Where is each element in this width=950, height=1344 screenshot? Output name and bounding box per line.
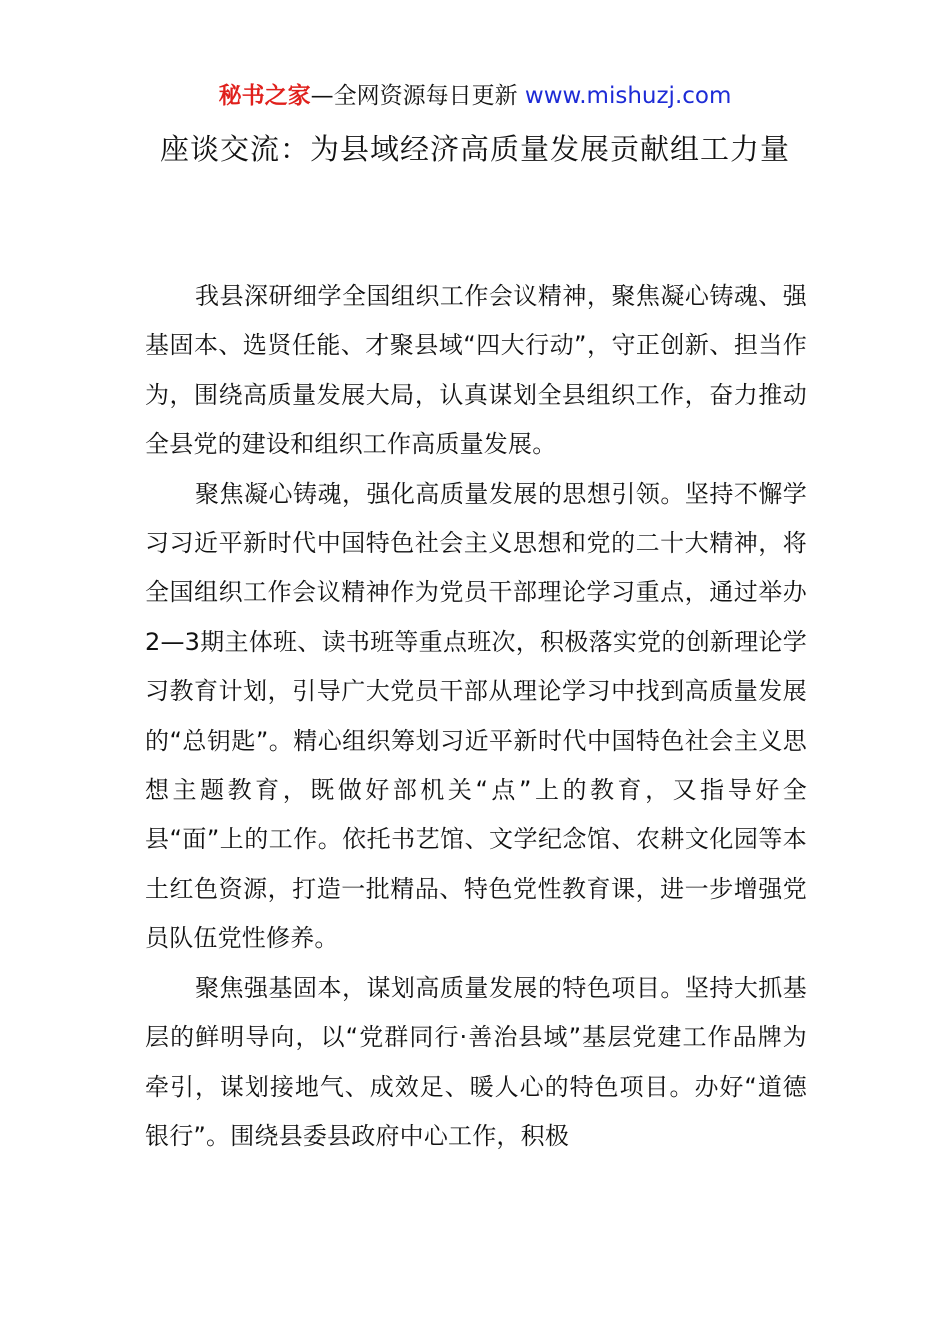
- paragraph-ideology: 聚焦凝心铸魂，强化高质量发展的思想引领。坚持不懈学习习近平新时代中国特色社会主义思想和党的二十大精神，将全国组织工作会议精神作为党员干部理论学习重点，通过举办2—3期主体班、读书班等重点班次，积极落实党的创新理论学习教育计划，引导广大党员干部从理论学习中找到高质量发展的“总钥匙”。精心组织筹划习近平新时代中国特色社会主义思想主题教育，既做好部机关“点”上的教育，又指导好全县“面”上的工作。依托书艺馆、文学纪念馆、农耕文化园等本土红色资源，打造一批精品、特色党性教育课，进一步增强党员队伍党性修养。: [145, 479, 807, 953]
- paragraph-grassroots: 聚焦强基固本，谋划高质量发展的特色项目。坚持大抓基层的鲜明导向，以“党群同行·善治县域”基层党建工作品牌为牵引，谋划接地气、成效足、暖人心的特色项目。办好“道德银行”。围绕县委县政府中心工作，积极: [145, 973, 807, 1150]
- document-title: 座谈交流：为县域经济高质量发展贡献组工力量: [159, 132, 790, 166]
- document-body: [145, 272, 807, 1161]
- site-header: [0, 80, 950, 112]
- header-tagline: —全网资源每日更新: [310, 83, 525, 109]
- brand-name: 秘书之家: [218, 83, 311, 109]
- site-url-link[interactable]: www.mishuzj.com: [524, 83, 732, 109]
- paragraph-intro: 我县深研细学全国组织工作会议精神，聚焦凝心铸魂、强基固本、选贤任能、才聚县域“四大行动”，守正创新、担当作为，围绕高质量发展大局，认真谋划全县组织工作，奋力推动全县党的建设和组织工作高质量发展。: [145, 282, 807, 459]
